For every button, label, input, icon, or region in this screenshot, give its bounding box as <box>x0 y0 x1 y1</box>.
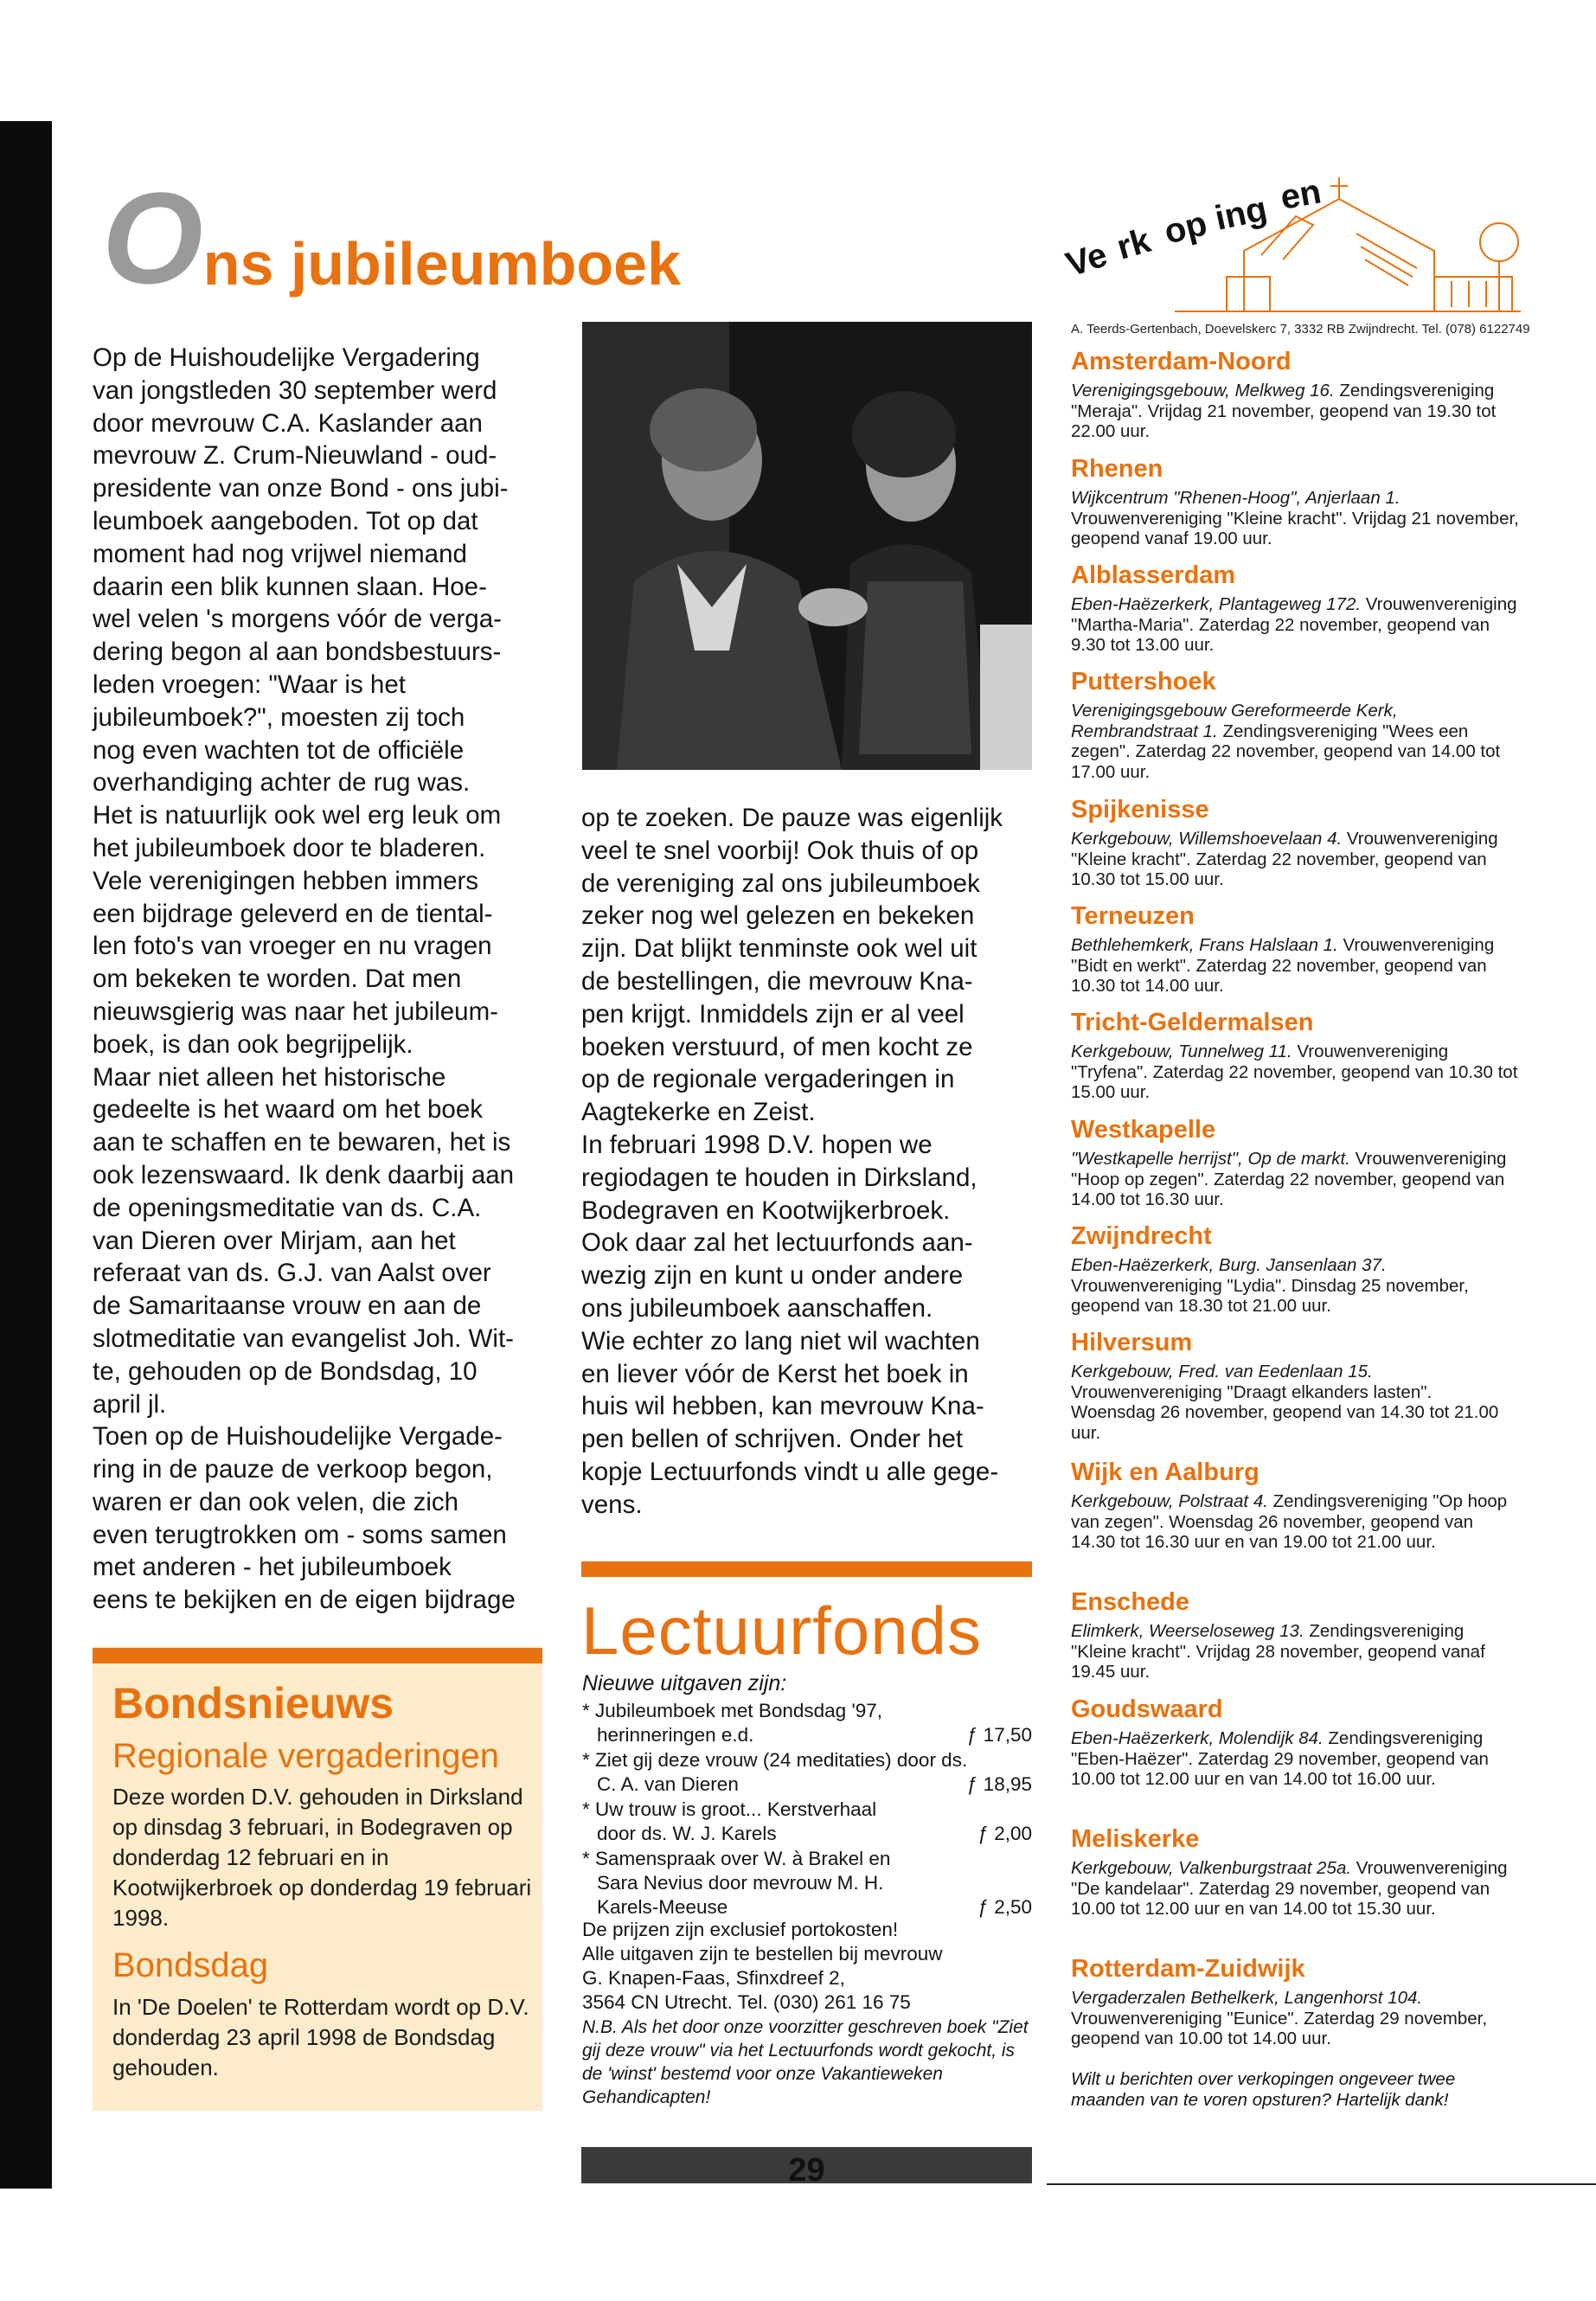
location-name: Puttershoek <box>1071 668 1216 695</box>
location-text: Vrouwenvereniging "Martha-Maria". Zaterdag 22 november, geopend van 9.30 tot 13.00 uur. <box>1071 594 1517 655</box>
article-line: leden vroegen: "Waar is het <box>93 670 406 699</box>
location-name: Goudswaard <box>1071 1695 1223 1723</box>
page-number: 29 <box>788 2152 825 2189</box>
article-line: vens. <box>581 1490 643 1519</box>
location-venue: Eben-Haëzerkerk, Burg. Jansenlaan 37. <box>1071 1255 1387 1275</box>
location-desc <box>1071 1728 1521 1790</box>
article-line: om bekeken te worden. Dat men <box>93 965 462 994</box>
location-desc <box>1071 1621 1521 1682</box>
bondsnieuws-title: Bondsnieuws <box>112 1679 394 1727</box>
location-desc <box>1071 1149 1521 1210</box>
bottom-rule <box>1047 2183 1596 2185</box>
article-line: door mevrouw C.A. Kaslander aan <box>93 408 483 438</box>
bondsnieuws-regional-text: Deze worden D.V. gehouden in Dirksland op dinsdag 3 februari, in Bodegraven op donderdag 12 februari en in Kootwijkerbroek op donderdag 19 februari 1998. <box>112 1784 532 1931</box>
article-line: een bijdrage geleverd en de tiental- <box>93 899 493 928</box>
location-text: Vrouwenvereniging "Lydia". Dinsdag 25 november, geopend van 18.30 tot 21.00 uur. <box>1071 1275 1469 1316</box>
item-line: herinneringen e.d. <box>597 1724 754 1746</box>
title-rest: ns jubileumboek <box>202 230 681 298</box>
location-text: Vrouwenvereniging "Kleine kracht". Vrijdag 21 november, geopend vanaf 19.00 uur. <box>1071 508 1519 548</box>
location-desc <box>1071 935 1521 997</box>
lectuurfonds-item <box>582 1699 1032 1747</box>
location-text: Zendingsvereniging "Op hoop van zegen". Woensdag 26 november, geopend van 14.30 tot 16.30 uur en van 19.00 tot 21.00 uur. <box>1071 1491 1508 1552</box>
item-line: * Samenspraak over W. à Brakel en <box>582 1848 891 1869</box>
location-text: Zendingsvereniging "Wees een zegen". Zaterdag 22 november, geopend van 14.00 tot 17.00 uur. <box>1071 721 1501 782</box>
location-desc <box>1071 1988 1521 2049</box>
item-line: * Ziet gij deze vrouw (24 meditaties) door ds. <box>582 1749 968 1771</box>
lectuurfonds-intro: Nieuwe uitgaven zijn: <box>582 1671 787 1695</box>
location-venue: Verenigingsgebouw, Melkweg 16. <box>1071 381 1335 401</box>
article-line: gedeelte is het waard om het boek <box>93 1095 483 1125</box>
article-line: aan te schaffen en te bewaren, het is <box>93 1128 511 1157</box>
item-price: ƒ 18,95 <box>966 1773 1032 1795</box>
location-name: Meliskerke <box>1071 1825 1200 1853</box>
location-text: Vrouwenvereniging "Draagt elkanders lasten". Woensdag 26 november, geopend van 14.30 tot 21.00 uur. <box>1071 1381 1499 1443</box>
article-line: In februari 1998 D.V. hopen we <box>581 1130 933 1159</box>
location-name: Alblasserdam <box>1071 561 1236 589</box>
location-desc <box>1071 1042 1521 1103</box>
article-column-2 <box>581 802 1031 1522</box>
location-name: Enschede <box>1071 1588 1189 1616</box>
location-desc <box>1071 594 1521 656</box>
location-venue: Kerkgebouw, Valkenburgstraat 25a. <box>1071 1858 1352 1878</box>
svg-text:Ve: Ve <box>1061 235 1112 285</box>
location-name: Tricht-Geldermalsen <box>1071 1009 1314 1036</box>
article-line: met anderen - het jubileumboek <box>93 1553 452 1582</box>
verkopingen-footer: Wilt u berichten over verkopingen ongeveer twee maanden van te voren opsturen? Hartelijk dank! <box>1071 2069 1456 2110</box>
location-text: Vrouwenvereniging "Hoop op zegen". Zaterdag 22 november, geopend van 14.00 tot 16.30 uur. <box>1071 1149 1507 1209</box>
location-name: Wijk en Aalburg <box>1071 1458 1259 1486</box>
location-name: Spijkenisse <box>1071 796 1209 824</box>
article-line: de vereniging zal ons jubileumboek <box>581 868 980 898</box>
location-venue: Elimkerk, Weerseloseweg 13. <box>1071 1621 1304 1641</box>
article-line: ons jubileumboek aanschaffen. <box>581 1293 933 1323</box>
article-line: even terugtrokken om - soms samen <box>93 1520 507 1549</box>
bondsnieuws-sub-regional: Regionale vergaderingen <box>112 1737 499 1775</box>
article-line: pen krijgt. Inmiddels zijn er al veel <box>581 999 965 1029</box>
note-line: Alle uitgaven zijn te bestellen bij mevrouw <box>582 1943 943 1965</box>
lectuurfonds-item <box>582 1847 1032 1920</box>
article-line: Toen op de Huishoudelijke Vergade- <box>93 1422 503 1452</box>
title-initial: O <box>102 165 200 311</box>
article-line: veel te snel voorbij! Ook thuis of op <box>581 836 979 865</box>
note-line: De prijzen zijn exclusief portokosten! <box>582 1919 899 1940</box>
item-line: * Uw trouw is groot... Kerstverhaal <box>582 1798 877 1820</box>
svg-text:en: en <box>1277 172 1324 217</box>
location-venue: Wijkcentrum "Rhenen-Hoog", Anjerlaan 1. <box>1071 488 1401 508</box>
bondsnieuws-sub-bondsdag: Bondsdag <box>112 1946 269 1984</box>
article-line: jubileumboek?", moesten zij toch <box>93 702 465 732</box>
article-line: dering begon al aan bondsbestuurs- <box>93 638 502 667</box>
location-name: Terneuzen <box>1071 902 1195 930</box>
location-venue: Eben-Haëzerkerk, Molendijk 84. <box>1071 1728 1324 1748</box>
location-name: Amsterdam-Noord <box>1071 348 1292 375</box>
verkopingen-logo <box>1061 147 1529 320</box>
article-column-1 <box>93 342 542 1617</box>
location-text: Vrouwenvereniging "Kleine kracht". Zaterdag 22 november, geopend van 10.30 tot 15.00 uur. <box>1071 829 1498 889</box>
article-line: ring in de pauze de verkoop begon, <box>93 1455 493 1484</box>
location-desc <box>1071 701 1521 782</box>
location-venue: Verenigingsgebouw Gereformeerde Kerk, Rembrandstraat 1. <box>1071 701 1398 741</box>
item-price: ƒ 17,50 <box>966 1724 1032 1746</box>
bondsnieuws-bondsdag-text: In 'De Doelen' te Rotterdam wordt op D.V. donderdag 23 april 1998 de Bondsdag gehouden. <box>112 1994 529 2080</box>
article-photo <box>582 322 1032 770</box>
svg-text:rk: rk <box>1112 221 1155 267</box>
article-line: de openingsmeditatie van ds. C.A. <box>93 1193 482 1222</box>
item-price: ƒ 2,50 <box>977 1896 1032 1918</box>
article-line: pen bellen of schrijven. Onder het <box>581 1425 964 1454</box>
location-text: Vrouwenvereniging "Eunice". Zaterdag 29 november, geopend van 10.00 tot 14.00 uur. <box>1071 2008 1488 2048</box>
lectuurfonds-notes <box>582 1918 1032 2015</box>
article-line: van jongstleden 30 september werd <box>93 375 497 405</box>
location-text: Vrouwenvereniging "Tryfena". Zaterdag 22 november, geopend van 10.30 tot 15.00 uur. <box>1071 1042 1518 1102</box>
article-line: te, gehouden op de Bondsdag, 10 <box>93 1356 478 1386</box>
item-line: * Jubileumboek met Bondsdag '97, <box>582 1700 883 1721</box>
article-line: Op de Huishoudelijke Vergadering <box>93 343 480 372</box>
article-line: ook lezenswaard. Ik denk daarbij aan <box>93 1160 515 1189</box>
article-line: huis wil hebben, kan mevrouw Kna- <box>581 1392 984 1421</box>
location-venue: Bethlehemkerk, Frans Halslaan 1. <box>1071 935 1338 955</box>
article-line: boeken verstuurd, of men kocht ze <box>581 1032 973 1061</box>
location-desc <box>1071 1491 1521 1553</box>
article-line: daarin een blik kunnen slaan. Hoe- <box>93 572 487 601</box>
location-venue: Kerkgebouw, Willemshoevelaan 4. <box>1071 829 1343 849</box>
svg-text:ing: ing <box>1211 189 1271 238</box>
article-line: moment had nog vrijwel niemand <box>93 539 467 568</box>
item-line: Sara Nevius door mevrouw M. H. <box>597 1872 884 1894</box>
lectuurfonds-item <box>582 1748 1032 1797</box>
verkopingen-address: A. Teerds-Gertenbach, Doevelskerc 7, 3332 RB Zwijndrecht. Tel. (078) 6122749 <box>1071 322 1530 336</box>
article-line: waren er dan ook velen, die zich <box>93 1487 459 1516</box>
item-line: Karels-Meeuse <box>597 1896 728 1918</box>
location-name: Rotterdam-Zuidwijk <box>1071 1955 1305 1983</box>
article-line: Maar niet alleen het historische <box>93 1062 446 1092</box>
svg-text:op: op <box>1160 204 1211 252</box>
article-line: kopje Lectuurfonds vindt u alle gege- <box>581 1457 999 1486</box>
location-name: Westkapelle <box>1071 1116 1216 1144</box>
article-line: op te zoeken. De pauze was eigenlijk <box>581 804 1003 832</box>
article-line: wel velen 's morgens vóór de verga- <box>93 605 502 634</box>
note-line: 3564 CN Utrecht. Tel. (030) 261 16 75 <box>582 1991 911 2013</box>
location-text: Zendingsvereniging "Eben-Haëzer". Zaterdag 29 november, geopend van 10.00 tot 12.00 uur en van 14.00 tot 16.00 uur. <box>1071 1728 1489 1789</box>
article-line: mevrouw Z. Crum-Nieuwland - oud- <box>93 441 497 471</box>
location-name: Hilversum <box>1071 1329 1193 1356</box>
lectuurfonds-title: Lectuurfonds <box>581 1593 982 1669</box>
location-text: Zendingsvereniging "Meraja". Vrijdag 21 november, geopend van 19.30 tot 22.00 uur. <box>1071 381 1497 441</box>
article-line: de bestellingen, die mevrouw Kna- <box>581 966 973 996</box>
location-venue: Kerkgebouw, Polstraat 4. <box>1071 1491 1268 1511</box>
article-line: Wie echter zo lang niet wil wachten <box>581 1326 980 1356</box>
item-line: door ds. W. J. Karels <box>597 1823 777 1844</box>
article-line: zijn. Dat blijkt tenminste ook wel uit <box>581 934 977 964</box>
location-desc <box>1071 1362 1521 1443</box>
article-line: referaat van ds. G.J. van Aalst over <box>93 1259 491 1288</box>
article-line: Aagtekerke en Zeist. <box>581 1098 816 1127</box>
article-line: op de regionale vergaderingen in <box>581 1065 955 1094</box>
location-venue: Vergaderzalen Bethelkerk, Langenhorst 104. <box>1071 1988 1423 2008</box>
location-desc <box>1071 381 1521 442</box>
church-drawing-icon <box>1061 147 1529 320</box>
lectuurfonds-nb: N.B. Als het door onze voorzitter geschreven boek "Ziet gij deze vrouw" via het Lectuurfonds wordt gekocht, is de 'winst' bestemd voor onze Vakantieweken Gehandicapten! <box>582 2017 1029 2107</box>
page-title <box>102 165 760 311</box>
article-line: regiodagen te houden in Dirksland, <box>581 1163 977 1192</box>
article-line: slotmeditatie van evangelist Joh. Wit- <box>93 1324 514 1353</box>
article-line: nog even wachten tot de officiële <box>93 735 465 765</box>
location-name: Zwijndrecht <box>1071 1222 1212 1250</box>
page-edge-bar <box>0 121 52 2189</box>
article-line: leumboek aangeboden. Tot op dat <box>93 506 478 535</box>
lectuurfonds-bar <box>581 1561 1032 1577</box>
article-line: boek, is dan ook begrijpelijk. <box>93 1029 413 1059</box>
location-text: Vrouwenvereniging "Bidt en werkt". Zaterdag 22 november, geopend van 10.30 tot 14.00 uur. <box>1071 935 1495 996</box>
photo-two-women-icon <box>582 322 1032 770</box>
article-line: presidente van onze Bond - ons jubi- <box>93 474 509 503</box>
article-line: Bodegraven en Kootwijkerbroek. <box>581 1195 951 1225</box>
article-line: wezig zijn en kunt u onder andere <box>581 1261 964 1291</box>
article-line: nieuwsgierig was naar het jubileum- <box>93 997 498 1026</box>
location-name: Rhenen <box>1071 455 1163 483</box>
article-line: overhandiging achter de rug was. <box>93 768 471 798</box>
lectuurfonds-item <box>582 1798 1032 1846</box>
article-line: len foto's van vroeger en nu vragen <box>93 932 492 961</box>
location-venue: Kerkgebouw, Tunnelweg 11. <box>1071 1042 1292 1061</box>
location-desc <box>1071 1858 1521 1920</box>
location-venue: Eben-Haëzerkerk, Plantageweg 172. <box>1071 594 1362 614</box>
article-line: zeker nog wel gelezen en bekeken <box>581 901 975 931</box>
item-price: ƒ 2,00 <box>977 1823 1032 1844</box>
article-line: Het is natuurlijk ook wel erg leuk om <box>93 801 502 830</box>
article-line: april jl. <box>93 1389 167 1419</box>
article-line: Ook daar zal het lectuurfonds aan- <box>581 1228 973 1258</box>
article-line: de Samaritaanse vrouw en aan de <box>93 1292 482 1321</box>
article-line: eens te bekijken en de eigen bijdrage <box>93 1586 516 1615</box>
article-line: Vele verenigingen hebben immers <box>93 866 479 895</box>
article-line: het jubileumboek door te bladeren. <box>93 833 486 862</box>
note-line: G. Knapen-Faas, Sfinxdreef 2, <box>582 1967 845 1989</box>
location-venue: "Westkapelle herrijst", Op de markt. <box>1071 1149 1350 1169</box>
location-desc <box>1071 1255 1521 1317</box>
item-line: C. A. van Dieren <box>597 1773 739 1795</box>
location-desc <box>1071 829 1521 890</box>
location-text: Vrouwenvereniging "De kandelaar". Zaterdag 29 november, geopend van 10.00 tot 12.00 uur en van 14.00 tot 15.30 uur. <box>1071 1858 1508 1919</box>
location-text: Zendingsvereniging "Kleine kracht". Vrijdag 28 november, geopend vanaf 19.45 uur. <box>1071 1621 1485 1682</box>
location-venue: Kerkgebouw, Fred. van Eedenlaan 15. <box>1071 1362 1373 1381</box>
article-line: en liever vóór de Kerst het boek in <box>581 1359 969 1388</box>
article-line: van Dieren over Mirjam, aan het <box>93 1226 456 1255</box>
bondsnieuws-bar <box>93 1648 542 1663</box>
location-desc <box>1071 488 1521 549</box>
